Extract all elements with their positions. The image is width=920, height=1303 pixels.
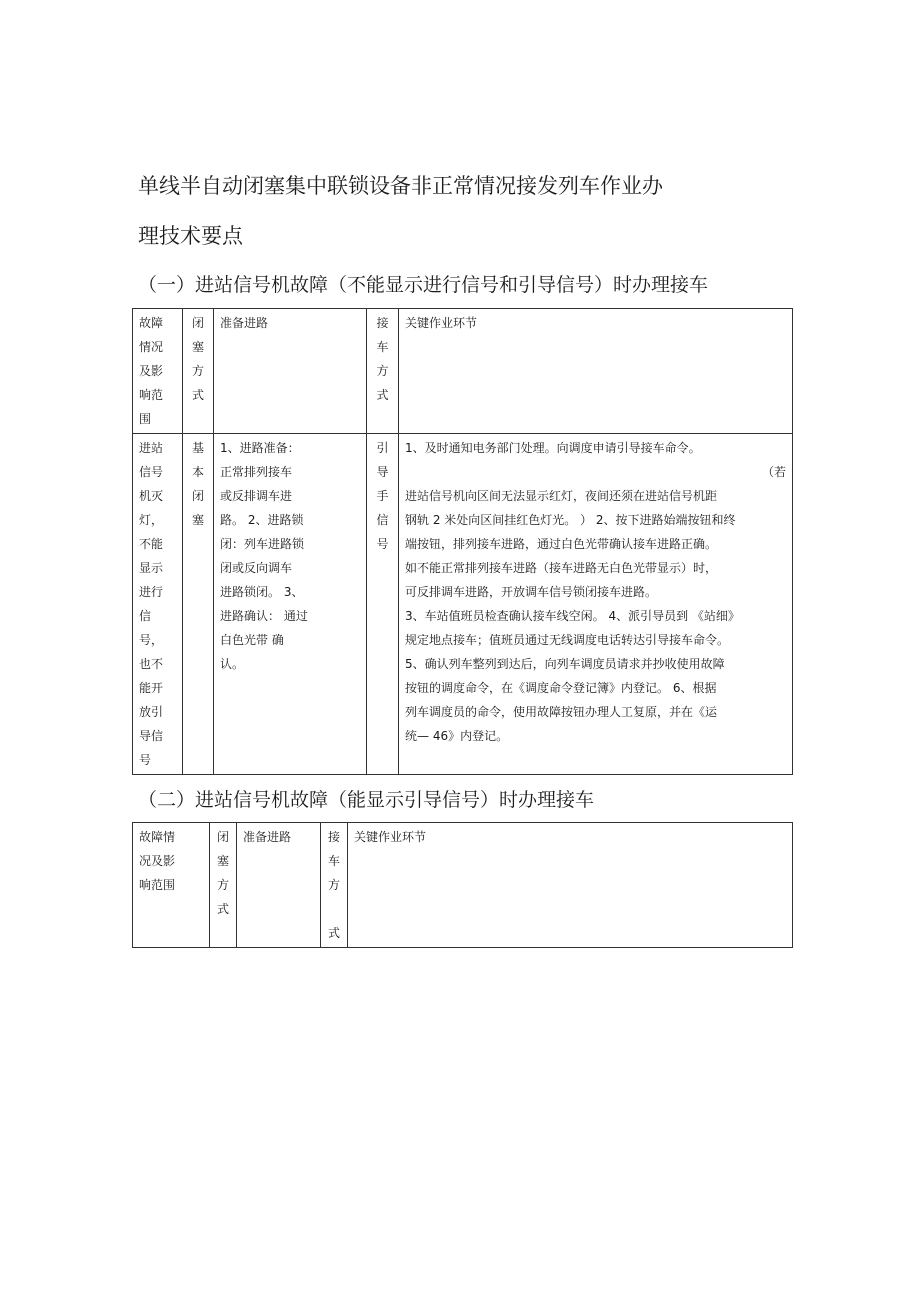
cell-line: 3、车站值班员检查确认接车线空闲。 4、派引导员到 《站细》 [405,609,740,623]
cell-line: 进站 [139,441,164,455]
cell-line: 车 [327,854,340,868]
cell-line: 5、确认列车整列到达后，向列车调度员请求并抄收使用故障 [405,657,725,671]
cell-line: 关键作业环节 [405,316,478,330]
cell-line: 进行 [139,585,164,599]
cell-line: 号 [376,537,389,551]
cell-line: 围 [139,412,152,426]
cell-line: 基 [191,441,204,455]
cell-route [214,434,367,775]
header-receive-mode [321,823,348,948]
cell-line: 号 [139,753,152,767]
cell-line: 方 [191,364,204,378]
cell-line: 情况 [139,340,164,354]
header-route [237,823,321,948]
cell-line: 手 [376,489,389,503]
doc-title-line2: 理技术要点 [138,224,243,248]
cell-line: 况及影 [139,854,176,868]
header-block-mode [210,823,237,948]
cell-line: 车 [376,340,389,354]
cell-line: 式 [216,902,229,916]
table-row [133,434,793,775]
cell-line [324,897,344,921]
cell-line: 准备进路 [243,830,292,844]
cell-line: 接 [376,316,389,330]
cell-line: 方 [216,878,229,892]
header-route [214,309,367,434]
cell-line: 1、及时通知电务部门处理。向调度申请引导接车命令。 [405,441,701,455]
cell-line: 也不 [139,657,164,671]
cell-receive-mode [367,434,399,775]
cell-line: 列车调度员的命令，使用故障按钮办理人工复原，并在《运 [405,705,718,719]
cell-line: 认。 [220,657,245,671]
cell-line: 信 [376,513,389,527]
cell-line: 方 [327,878,340,892]
cell-line: 进站信号机向区间无法显示红灯，夜间还须在进站信号机距 [405,489,718,503]
cell-scope [133,434,183,775]
cell-line: 闭 [191,489,204,503]
cell-line: 进路锁闭。 3、 [220,585,304,599]
cell-line: 闭或反向调车 [220,561,293,575]
header-scope [133,309,183,434]
cell-line: 接 [327,830,340,844]
doc-title-line1: 单线半自动闭塞集中联锁设备非正常情况接发列车作业办 [138,174,663,198]
cell-line: 不能 [139,537,164,551]
cell-line: 响范围 [139,878,176,892]
cell-line: 导 [376,465,389,479]
cell-line: 灯， [139,513,164,527]
cell-line: 端按钮，排列接车进路，通过白色光带确认接车进路正确。 [405,537,718,551]
cell-line: 规定地点接车；值班员通过无线调度电话转达引导接车命令。 [405,633,730,647]
cell-line: 塞 [216,854,229,868]
cell-line: 可反排调车进路，开放调车信号锁闭接车进路。 [405,585,658,599]
cell-line: 导信 [139,729,164,743]
cell-line: 白色光带 确 [220,633,284,647]
section2-heading: （二）进站信号机故障（能显示引导信号）时办理接车 [138,789,595,811]
header-scope [133,823,210,948]
cell-line: 闭 [216,830,229,844]
section1-heading: （一）进站信号机故障（不能显示进行信号和引导信号）时办理接车 [138,274,709,296]
cell-line: 1、进路准备： [220,441,300,455]
cell-line: 闭 [191,316,204,330]
table-header-row [133,823,793,948]
cell-line: 故障 [139,316,164,330]
cell-line: 放引 [139,705,164,719]
cell-line: 式 [376,388,389,402]
cell-line: 能开 [139,681,164,695]
table-header-row [133,309,793,434]
header-block-mode [183,309,214,434]
cell-line: 信 [139,609,152,623]
cell-line: 信号 [139,465,164,479]
header-receive-mode [367,309,399,434]
cell-line: 路。 2、进路锁 [220,513,304,527]
cell-line: 如不能正常排列接车进路（接车进路无白色光带显示）时， [405,561,718,575]
cell-line: 引 [376,441,389,455]
cell-line: 及影 [139,364,164,378]
cell-line: 号， [139,633,164,647]
cell-line: 关键作业环节 [354,830,427,844]
cell-line: 正常排列接车 [220,465,293,479]
table-fault-no-signal [132,308,793,775]
cell-line: 式 [327,926,340,940]
cell-line: 钢轨 2 米处向区间挂红色灯光。 ） 2、按下进路始端按钮和终 [405,513,736,527]
cell-line: 塞 [191,513,204,527]
cell-line: 本 [191,465,204,479]
cell-line: 进路确认： 通过 [220,609,308,623]
cell-line: 响范 [139,388,164,402]
cell-line: 塞 [191,340,204,354]
cell-line: 式 [191,388,204,402]
cell-line: 方 [376,364,389,378]
cell-line: （若 [761,465,786,479]
cell-key-steps [399,434,793,775]
cell-line: 统— 46》内登记。 [405,729,509,743]
cell-line: 或反排调车进 [220,489,293,503]
header-key-steps [399,309,793,434]
cell-line: 机灭 [139,489,164,503]
cell-line: 按钮的调度命令，在《调度命令登记簿》内登记。 6、根据 [405,681,717,695]
cell-line: 故障情 [139,830,176,844]
cell-line: 准备进路 [220,316,269,330]
cell-line: 显示 [139,561,164,575]
cell-line: 闭：列车进路锁 [220,537,305,551]
cell-block-mode [183,434,214,775]
header-key-steps [348,823,793,948]
table-fault-guide-signal [132,822,793,948]
